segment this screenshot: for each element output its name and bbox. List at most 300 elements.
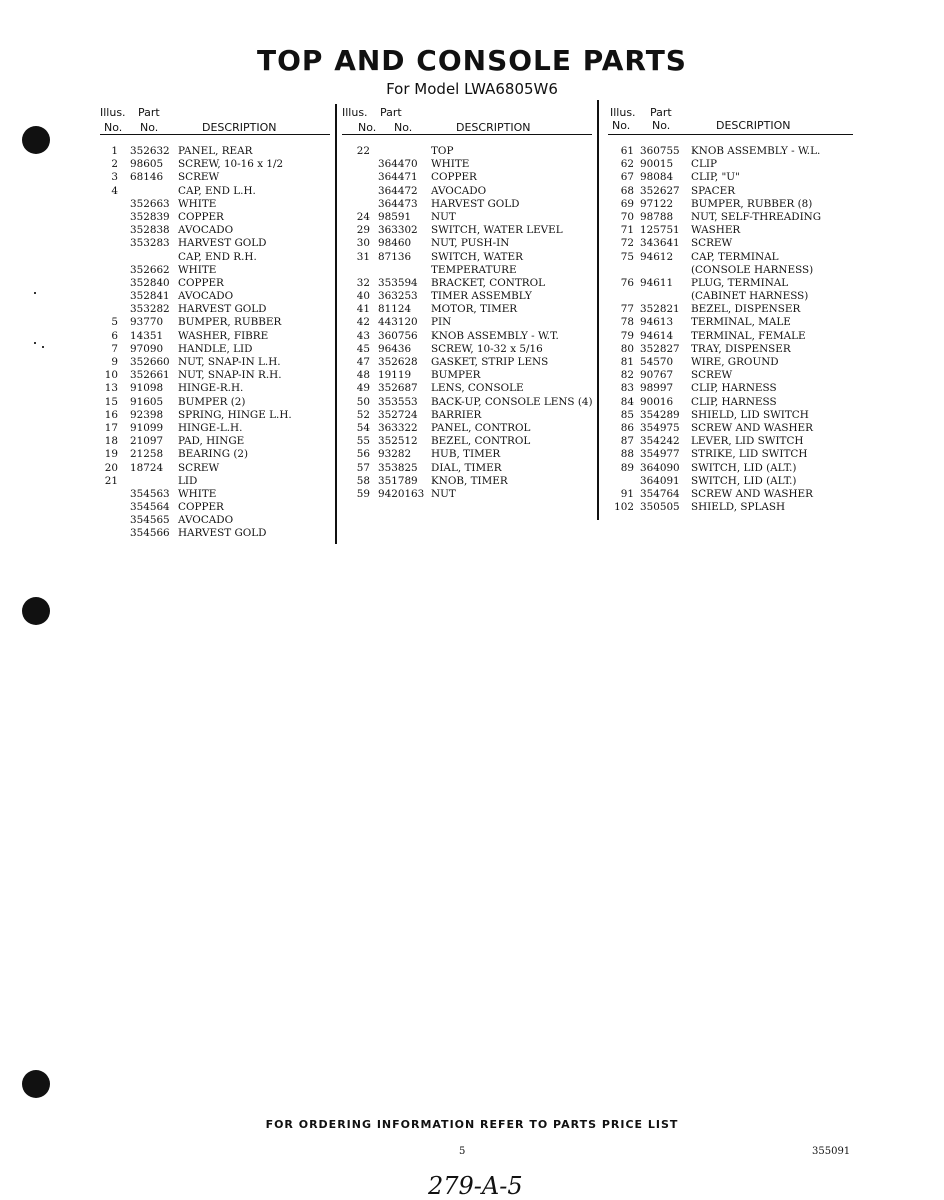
parts-row [342,316,592,329]
header-illus-no: No. [612,119,631,132]
parts-column-3 [608,104,853,514]
illus-number: 42 [356,316,370,329]
parts-row [608,462,853,475]
illus-number: 54 [356,421,370,434]
illus-number: 79 [620,329,634,342]
header-illus-no: No. [104,121,123,134]
part-number: 352724 [378,408,418,421]
part-description: SCREW [691,369,733,382]
part-description: HINGE-L.H. [178,421,243,434]
illus-number: 55 [356,435,370,448]
illus-number: 50 [356,395,370,408]
part-number: 98997 [640,382,674,395]
illus-number: 43 [356,329,370,342]
part-description: STRIKE, LID SWITCH [691,448,808,461]
parts-row [608,501,853,514]
part-description: SPACER [691,184,736,197]
part-number: 352661 [130,369,170,382]
parts-row [608,145,853,158]
column-divider [335,104,337,544]
illus-number: 24 [356,210,370,223]
parts-row [608,488,853,501]
illus-number: 9 [111,356,118,368]
parts-row [342,303,592,316]
part-number: 350505 [640,501,680,514]
part-description: LEVER, LID SWITCH [691,435,804,448]
illus-number: 89 [620,461,634,474]
illus-number: 47 [356,356,370,368]
parts-row [342,435,592,448]
part-description: BUMPER, RUBBER [178,316,282,329]
document-number: 355091 [812,1146,851,1157]
illus-number: 30 [356,237,370,250]
header-part: Part [650,106,672,119]
part-description: PLUG, TERMINAL [691,276,789,289]
part-number: 364470 [378,158,418,171]
part-description: SCREW [178,461,220,474]
illus-number: 16 [104,408,118,421]
parts-row [100,251,330,264]
part-number: 352839 [130,210,170,223]
part-description: BARRIER [431,408,482,421]
parts-row [100,475,330,488]
part-number: 354764 [640,487,680,500]
part-description: SHIELD, SPLASH [691,501,786,514]
part-description: KNOB ASSEMBLY - W.T. [431,329,559,342]
part-number: 353282 [130,303,170,316]
part-number: 352821 [640,303,680,316]
part-number: 81124 [378,303,412,316]
part-number: 93770 [130,316,164,329]
illus-number: 67 [620,171,634,184]
part-number: 54570 [640,356,674,368]
parts-row [342,475,592,488]
part-description: SCREW, 10-16 x 1/2 [178,158,284,171]
scan-speck [34,292,36,294]
parts-row [100,171,330,184]
parts-row [608,343,853,356]
parts-row [342,145,592,158]
part-description: PANEL, CONTROL [431,421,531,434]
illus-number: 59 [356,487,370,500]
part-description: BUMPER (2) [178,395,246,408]
illus-number: 7 [111,342,118,355]
part-description: WASHER, FIBRE [178,329,269,342]
illus-number: 70 [620,210,634,223]
parts-row [342,171,592,184]
parts-row [100,277,330,290]
part-number: 98788 [640,210,674,223]
part-number: 19119 [378,369,412,382]
illus-number: 85 [620,408,634,421]
part-number: 94614 [640,329,674,342]
illus-number: 80 [620,342,634,355]
part-description: DIAL, TIMER [431,461,502,474]
part-description: TERMINAL, MALE [691,316,791,329]
parts-row [100,356,330,369]
header-part-no: No. [652,119,671,132]
parts-list [100,145,330,541]
column-divider [597,100,599,520]
part-number: 352662 [130,263,170,276]
part-number: 364090 [640,461,680,474]
illus-number: 77 [620,303,634,316]
header-illus-no: No. [358,121,377,134]
part-description: KNOB ASSEMBLY - W.L. [691,145,821,157]
scan-speck [42,346,44,348]
part-number: 353594 [378,276,418,289]
punch-hole-middle [22,597,50,625]
parts-row [100,527,330,540]
part-description: NUT [431,487,456,500]
illus-number: 57 [356,461,370,474]
parts-row [608,277,853,290]
parts-column-2 [342,104,592,501]
part-number: 98605 [130,158,164,171]
column-header [100,104,330,135]
illus-number: 3 [111,171,118,184]
illus-number: 41 [356,303,370,316]
parts-row [608,356,853,369]
part-number: 98591 [378,210,412,223]
illus-number: 62 [620,158,634,171]
part-number: 354289 [640,408,680,421]
part-number: 354975 [640,421,680,434]
part-number: 364472 [378,184,418,197]
part-number: 354566 [130,527,170,540]
illus-number: 29 [356,224,370,237]
parts-row [342,488,592,501]
part-number: 351789 [378,474,418,487]
illus-number: 32 [356,276,370,289]
parts-row [608,158,853,171]
parts-row [100,264,330,277]
part-number: 360756 [378,329,418,342]
parts-row [342,251,592,264]
part-description: TOP [431,145,454,157]
part-description: CAP, END R.H. [178,250,257,263]
parts-row [342,264,592,277]
header-illus: Illus. [342,106,368,119]
parts-row [100,501,330,514]
header-part-no: No. [140,121,159,134]
part-description: HARVEST GOLD [178,303,267,316]
parts-column-1 [100,104,330,541]
punch-hole-top [22,126,50,154]
part-description: COPPER [178,276,224,289]
part-description: COPPER [431,171,477,184]
part-number: 360755 [640,145,680,157]
parts-row [100,369,330,382]
parts-row [100,330,330,343]
part-description: BACK-UP, CONSOLE LENS (4) [431,395,593,408]
part-number: 98084 [640,171,674,184]
parts-row [100,316,330,329]
part-description: PAD, HINGE [178,435,245,448]
part-description: NUT, SNAP-IN L.H. [178,356,281,368]
parts-row [342,277,592,290]
illus-number: 102 [614,501,634,514]
part-number: 9420163 [378,487,425,500]
illus-number: 83 [620,382,634,395]
parts-row [100,514,330,527]
part-description: SPRING, HINGE L.H. [178,408,292,421]
part-description: WHITE [178,197,217,210]
page-subtitle: For Model LWA6805W6 [386,80,558,98]
part-number: 94612 [640,250,674,263]
page-title: TOP AND CONSOLE PARTS [257,44,687,77]
illus-number: 75 [620,250,634,263]
parts-row [342,448,592,461]
part-description: AVOCADO [178,290,234,303]
part-description: SCREW AND WASHER [691,421,813,434]
parts-row [342,382,592,395]
part-description: WIRE, GROUND [691,356,779,368]
column-header [342,104,592,135]
part-description: HARVEST GOLD [178,237,267,250]
parts-row [608,396,853,409]
illus-number: 48 [356,369,370,382]
part-number: 354564 [130,501,170,514]
illus-number: 22 [356,145,370,157]
part-number: 125751 [640,224,680,237]
part-number: 363253 [378,290,418,303]
illus-number: 86 [620,421,634,434]
part-description: NUT, PUSH-IN [431,237,510,250]
part-number: 363322 [378,421,418,434]
part-number: 354563 [130,487,170,500]
parts-row [608,330,853,343]
illus-number: 15 [104,395,118,408]
part-description: TEMPERATURE [431,263,517,276]
part-number: 93282 [378,448,412,461]
illus-number: 76 [620,276,634,289]
parts-row [342,409,592,422]
part-number: 97122 [640,197,674,210]
illus-number: 61 [620,145,634,157]
part-number: 364471 [378,171,418,184]
parts-row [100,396,330,409]
part-number: 91605 [130,395,164,408]
illus-number: 4 [111,184,118,197]
part-number: 14351 [130,329,164,342]
header-description: DESCRIPTION [456,121,531,134]
part-description: CLIP, "U" [691,171,740,184]
part-number: 21258 [130,448,164,461]
parts-row [608,198,853,211]
part-number: 94613 [640,316,674,329]
part-description: NUT, SELF-THREADING [691,210,822,223]
part-description: HARVEST GOLD [178,527,267,540]
part-description: SWITCH, LID (ALT.) [691,474,797,487]
parts-row [342,290,592,303]
parts-row [100,185,330,198]
part-description: SCREW AND WASHER [691,487,813,500]
part-description: PANEL, REAR [178,145,253,157]
illus-number: 19 [104,448,118,461]
part-number: 352632 [130,145,170,157]
part-description: SWITCH, LID (ALT.) [691,461,797,474]
part-description: SHIELD, LID SWITCH [691,408,809,421]
illus-number: 87 [620,435,634,448]
parts-row [100,158,330,171]
part-description: SWITCH, WATER LEVEL [431,224,563,237]
part-number: 68146 [130,171,164,184]
part-number: 352840 [130,276,170,289]
parts-row [100,224,330,237]
part-description: CAP, END L.H. [178,184,256,197]
parts-row [608,264,853,277]
illus-number: 69 [620,197,634,210]
illus-number: 10 [104,369,118,382]
parts-row [100,237,330,250]
parts-row [608,290,853,303]
illus-number: 17 [104,421,118,434]
part-description: TERMINAL, FEMALE [691,329,806,342]
illus-number: 78 [620,316,634,329]
header-part: Part [138,106,160,119]
part-number: 352838 [130,224,170,237]
part-description: SCREW [691,237,733,250]
part-number: 352663 [130,197,170,210]
parts-row [100,462,330,475]
part-description: HINGE-R.H. [178,382,244,395]
part-description: HANDLE, LID [178,342,253,355]
part-number: 352512 [378,435,418,448]
parts-row [608,224,853,237]
parts-row [342,237,592,250]
parts-row [100,343,330,356]
part-description: SWITCH, WATER [431,250,523,263]
illus-number: 2 [111,158,118,171]
part-description: BUMPER, RUBBER (8) [691,197,813,210]
page-number: 5 [459,1146,466,1157]
parts-row [342,198,592,211]
part-description: LENS, CONSOLE [431,382,524,395]
part-description: AVOCADO [178,514,234,527]
illus-number: 91 [620,487,634,500]
handwritten-note: 279-A-5 [428,1172,523,1200]
part-number: 353553 [378,395,418,408]
part-number: 98460 [378,237,412,250]
illus-number: 31 [356,250,370,263]
illus-number: 13 [104,382,118,395]
header-description: DESCRIPTION [716,119,791,132]
parts-row [608,237,853,250]
header-part-no: No. [394,121,413,134]
parts-row [608,422,853,435]
parts-row [342,396,592,409]
part-description: SCREW, 10-32 x 5/16 [431,342,543,355]
parts-row [608,171,853,184]
part-description: BRACKET, CONTROL [431,276,546,289]
parts-row [100,488,330,501]
part-number: 90016 [640,395,674,408]
header-illus: Illus. [610,106,636,119]
header-part: Part [380,106,402,119]
parts-row [342,158,592,171]
part-number: 87136 [378,250,412,263]
part-number: 96436 [378,342,412,355]
illus-number: 6 [111,329,118,342]
part-description: COPPER [178,501,224,514]
parts-row [100,448,330,461]
part-number: 443120 [378,316,418,329]
part-number: 364473 [378,197,418,210]
parts-row [100,211,330,224]
scan-speck [34,342,36,344]
part-description: CLIP, HARNESS [691,395,777,408]
parts-row [100,422,330,435]
illus-number: 20 [104,461,118,474]
part-number: 91099 [130,421,164,434]
part-description: NUT [431,210,456,223]
parts-row [342,369,592,382]
part-number: 354242 [640,435,680,448]
parts-row [342,330,592,343]
part-number: 90767 [640,369,674,382]
parts-row [608,448,853,461]
parts-row [100,409,330,422]
part-description: WHITE [178,487,217,500]
part-number: 352687 [378,382,418,395]
part-description: (CABINET HARNESS) [691,290,809,303]
part-description: BUMPER [431,369,481,382]
part-description: MOTOR, TIMER [431,303,518,316]
parts-row [608,382,853,395]
part-number: 94611 [640,276,674,289]
illus-number: 21 [104,474,118,487]
part-description: TIMER ASSEMBLY [431,290,532,303]
parts-row [100,303,330,316]
parts-row [608,185,853,198]
parts-list [608,145,853,514]
parts-row [608,409,853,422]
parts-row [608,251,853,264]
part-description: CAP, TERMINAL [691,250,779,263]
illus-number: 72 [620,237,634,250]
parts-row [100,435,330,448]
part-description: HARVEST GOLD [431,197,520,210]
part-description: BEZEL, CONTROL [431,435,531,448]
part-description: WHITE [178,263,217,276]
part-number: 353283 [130,237,170,250]
part-description: CLIP, HARNESS [691,382,777,395]
part-description: AVOCADO [431,184,487,197]
part-number: 354565 [130,514,170,527]
parts-row [342,422,592,435]
parts-row [342,343,592,356]
parts-row [342,211,592,224]
part-description: SCREW [178,171,220,184]
illus-number: 82 [620,369,634,382]
part-description: COPPER [178,210,224,223]
part-description: TRAY, DISPENSER [691,342,791,355]
illus-number: 56 [356,448,370,461]
parts-row [342,185,592,198]
parts-row [608,303,853,316]
parts-row [608,211,853,224]
illus-number: 1 [111,145,118,157]
illus-number: 5 [111,316,118,329]
part-description: PIN [431,316,452,329]
part-description: AVOCADO [178,224,234,237]
part-description: BEARING (2) [178,448,249,461]
parts-row [100,290,330,303]
part-number: 92398 [130,408,164,421]
illus-number: 45 [356,342,370,355]
parts-row [100,198,330,211]
